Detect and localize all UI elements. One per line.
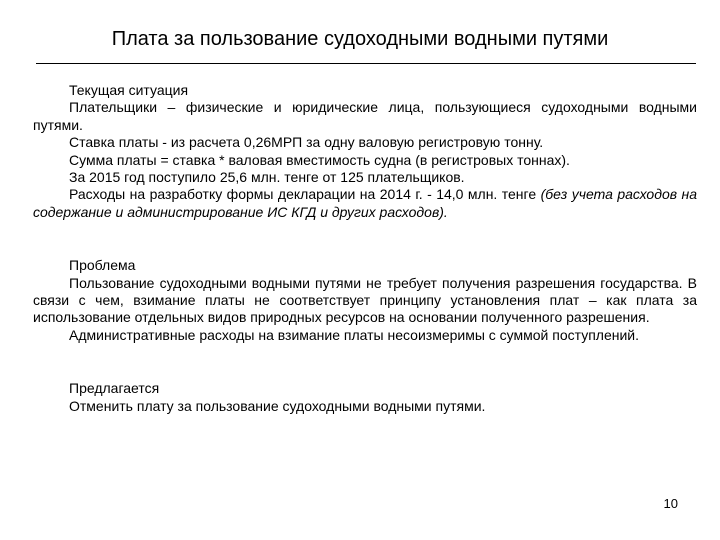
paragraph-note: (без учета расходов на содержание и администрирование ИС КГД и других расходов). — [33, 186, 697, 220]
section-heading-current-situation: Текущая ситуация — [69, 82, 189, 98]
paragraph-text: Плательщики – физические и юридические лица, пользующиеся судоходными водными путями. — [33, 99, 697, 133]
paragraph-text: Пользование судоходными водными путями не требует получения разрешения государства. В связи с чем, взимание платы не соответствует принципу установления плат – как плата за использование отдельных видов природных ресурсов на основании полученного разрешения. — [33, 274, 697, 326]
paragraph-revenue-2015 — [33, 169, 697, 186]
section-current-situation — [33, 82, 697, 221]
slide-title: Плата за пользование судоходными водными путями — [111, 28, 609, 50]
paragraph-declaration-costs — [33, 186, 697, 221]
title-divider — [36, 63, 696, 64]
paragraph-text: Отменить плату за пользование судоходными водными путями. — [69, 397, 486, 414]
paragraph-rate — [33, 134, 697, 151]
paragraph-text: Административные расходы на взимание платы несоизмеримы с суммой поступлений. — [69, 326, 640, 343]
paragraph-proposal — [33, 398, 697, 415]
section-heading-proposal: Предлагается — [69, 380, 160, 397]
section-heading-problem: Проблема — [69, 257, 136, 274]
paragraph-text: Ставка платы - из расчета 0,26МРП за одну валовую регистровую тонну. — [69, 134, 544, 151]
paragraph-no-permit — [33, 275, 697, 327]
paragraph-text: Расходы на разработку формы декларации на 2014 г. - 14,0 млн. тенге — [69, 186, 541, 203]
paragraph-amount-formula — [33, 152, 697, 169]
slide-content — [33, 82, 697, 415]
page-number: 10 — [663, 496, 678, 511]
section-proposal — [33, 380, 697, 415]
section-problem — [33, 257, 697, 344]
paragraph-payers — [33, 99, 697, 134]
paragraph-text: За 2015 год поступило 25,6 млн. тенге от 125 плательщиков. — [69, 169, 465, 186]
paragraph-text: Сумма платы = ставка * валовая вместимость судна (в регистровых тоннах). — [69, 151, 570, 168]
paragraph-admin-costs — [33, 327, 697, 344]
